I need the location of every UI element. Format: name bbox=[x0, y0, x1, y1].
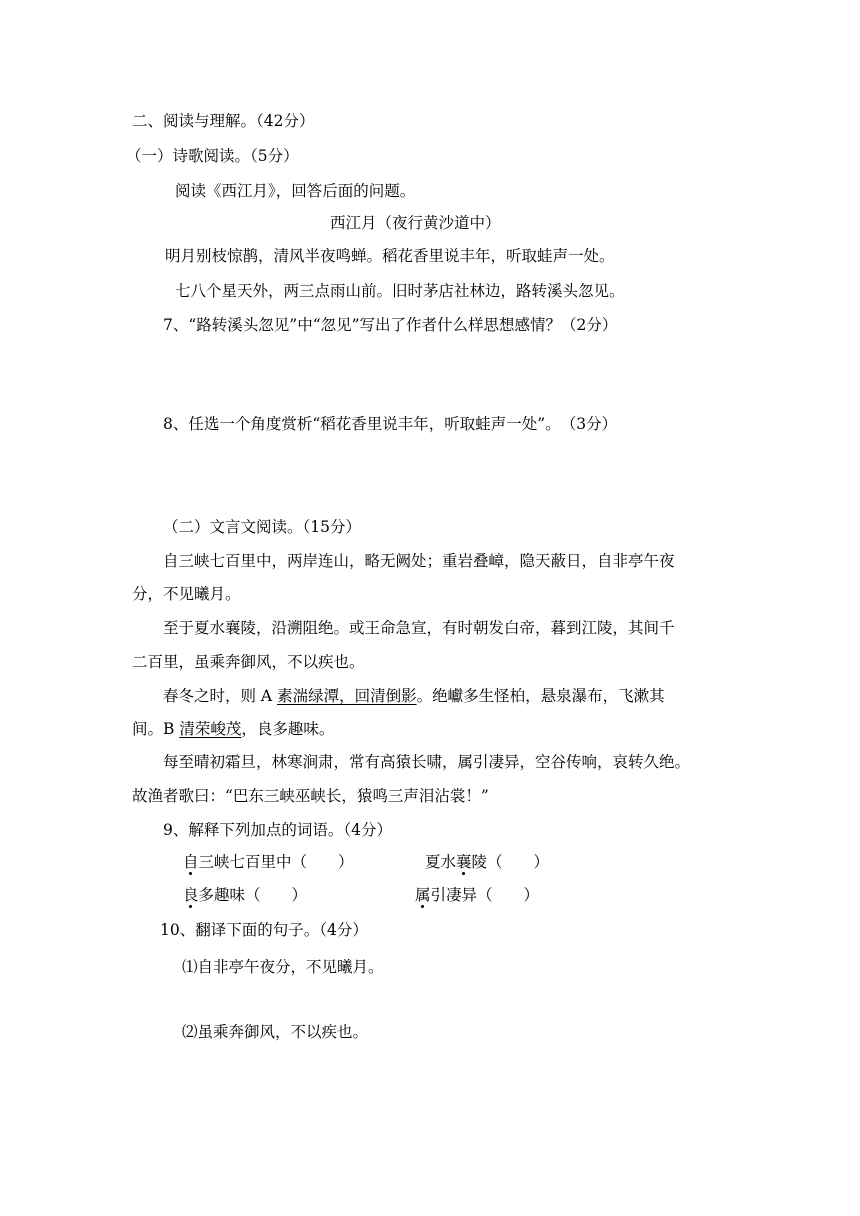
section-title: 二、阅读与理解。（42分） bbox=[132, 112, 315, 130]
poem-heading: （一）诗歌阅读。（5分） bbox=[126, 147, 299, 165]
classical-heading: （二）文言文阅读。（15分） bbox=[163, 518, 361, 536]
q9-item-text: 多趣味（ ） bbox=[198, 886, 308, 904]
classical-p3-line-1 bbox=[163, 685, 665, 707]
q10-sentence-2: ⑵虽乘奔御风，不以疾也。 bbox=[182, 1023, 369, 1041]
classical-p4-line-2: 故渔者歌曰：“巴东三峡巫峡长，猿鸣三声泪沾裳！” bbox=[132, 787, 489, 805]
q9-item-2 bbox=[425, 851, 549, 873]
underlined-phrase-b: 清荣峻茂 bbox=[179, 720, 242, 738]
classical-p3-line-2 bbox=[132, 718, 334, 740]
dotted-char: 良 bbox=[183, 886, 199, 904]
q9-item-4 bbox=[415, 884, 539, 906]
question-9: 9、解释下列加点的词语。（4分） bbox=[163, 821, 392, 839]
poem-instruction: 阅读《西江月》，回答后面的问题。 bbox=[175, 182, 416, 200]
q9-item-1 bbox=[183, 851, 354, 873]
question-8: 8、任选一个角度赏析“稻花香里说丰年，听取蛙声一处”。 （3分） bbox=[163, 415, 618, 433]
poem-line-1: 明月别枝惊鹊，清风半夜鸣蝉。稻花香里说丰年，听取蛙声一处。 bbox=[165, 247, 615, 265]
dotted-char: 自 bbox=[183, 853, 199, 871]
q10-sentence-1: ⑴自非亭午夜分，不见曦月。 bbox=[182, 958, 384, 976]
q9-item-text: 夏水 bbox=[425, 853, 457, 871]
p3-text: 。绝巘多生怪柏，悬泉瀑布，飞漱其 bbox=[416, 687, 665, 705]
q9-item-3 bbox=[183, 884, 307, 906]
poem-title: 西江月（夜行黄沙道中） bbox=[330, 214, 501, 232]
classical-p4-line-1: 每至晴初霜旦，林寒涧肃，常有高猿长啸，属引凄异，空谷传响，哀转久绝。 bbox=[163, 753, 691, 771]
dotted-char: 襄 bbox=[456, 853, 472, 871]
underlined-phrase-a: 素湍绿潭，回清倒影 bbox=[277, 687, 417, 705]
p3-text: 春冬之时，则 A bbox=[163, 687, 278, 705]
classical-p1-line-2: 分，不见曦月。 bbox=[132, 585, 241, 603]
classical-p2-line-1: 至于夏水襄陵，沿溯阻绝。或王命急宣，有时朝发白帝，暮到江陵，其间千 bbox=[163, 619, 675, 637]
q9-item-text: 三峡七百里中（ ） bbox=[198, 853, 354, 871]
question-7: 7、“路转溪头忽见”中“忽见”写出了作者什么样思想感情？（2分） bbox=[163, 316, 618, 334]
p3-text: ，良多趣味。 bbox=[241, 720, 335, 738]
poem-line-2: 七八个星天外，两三点雨山前。旧时茅店社林边，路转溪头忽见。 bbox=[175, 282, 625, 300]
question-10: 10、翻译下面的句子。（4分） bbox=[160, 921, 368, 939]
q9-item-text: 引凄异（ ） bbox=[430, 886, 540, 904]
q9-item-text: 陵（ ） bbox=[471, 853, 550, 871]
classical-p1-line-1: 自三峡七百里中，两岸连山，略无阙处；重岩叠嶂，隐天蔽日，自非亭午夜 bbox=[163, 552, 675, 570]
dotted-char: 属 bbox=[415, 886, 431, 904]
p3-text: 间。B bbox=[132, 720, 180, 738]
classical-p2-line-2: 二百里，虽乘奔御风，不以疾也。 bbox=[132, 653, 365, 671]
